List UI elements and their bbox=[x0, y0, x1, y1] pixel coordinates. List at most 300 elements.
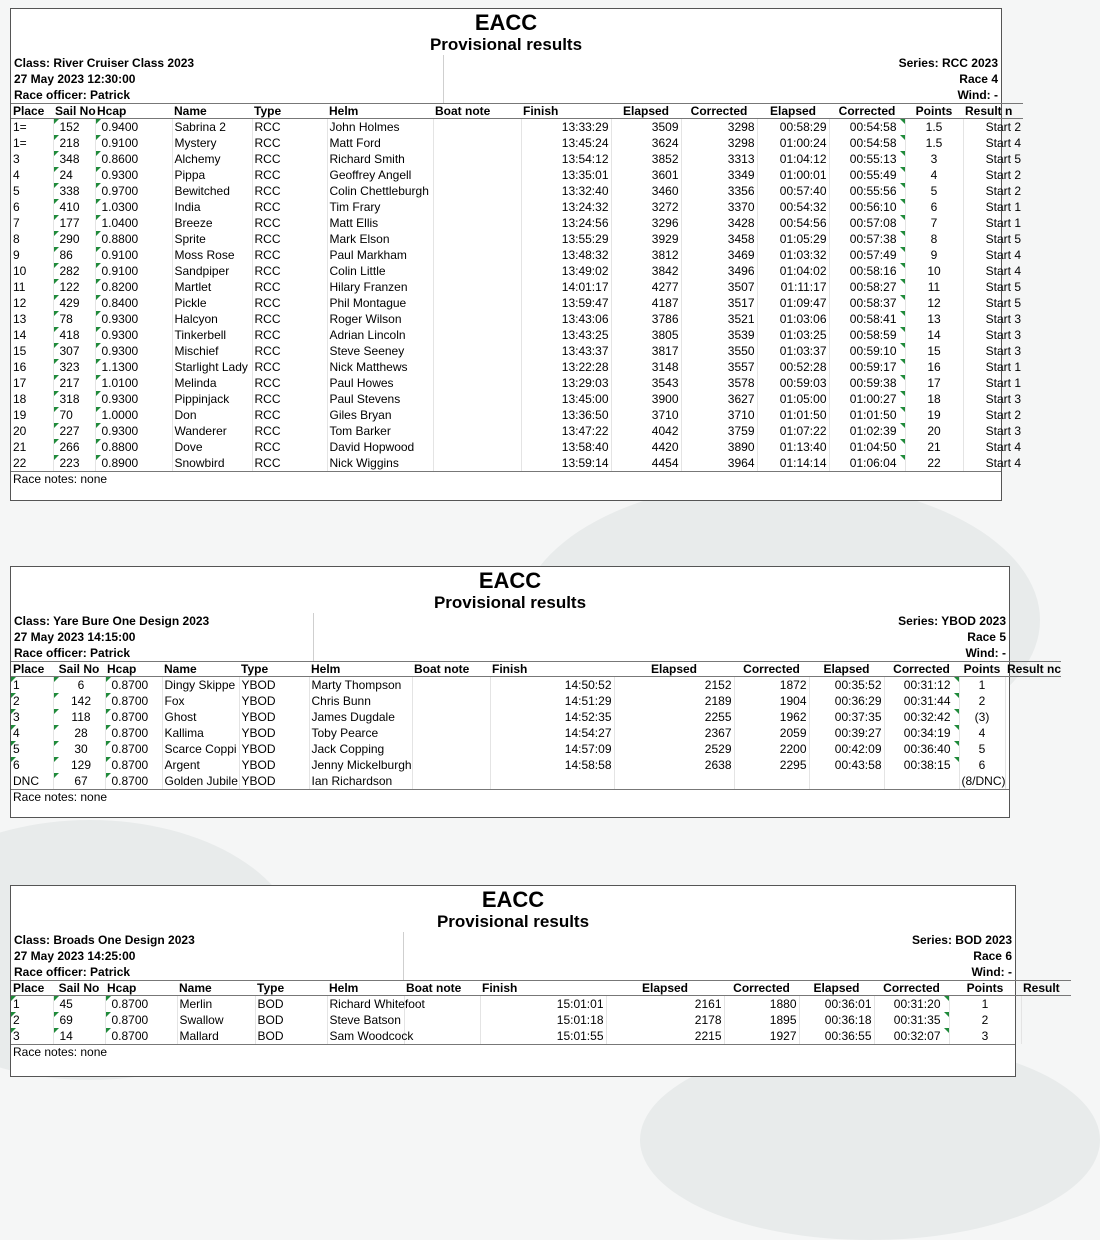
sheet-title: EACC bbox=[478, 568, 542, 593]
race-officer: Race officer: Patrick bbox=[14, 646, 131, 660]
cell-elapsed-seconds: 3929 bbox=[611, 231, 681, 247]
cell-name: Snowbird bbox=[172, 455, 252, 471]
cell-elapsed-time: 01:09:47 bbox=[757, 295, 829, 311]
cell-elapsed-seconds: 2178 bbox=[606, 1012, 724, 1028]
meta-row bbox=[11, 613, 1009, 629]
cell-helm: David Hopwood bbox=[327, 439, 433, 455]
cell-place: 4 bbox=[11, 725, 53, 741]
column-header-sail-no: Sail No bbox=[53, 981, 105, 996]
cell-place: 3 bbox=[11, 1028, 53, 1044]
cell-corrected-time: 00:58:37 bbox=[829, 295, 905, 311]
cell-hcap: 0.8700 bbox=[105, 996, 177, 1013]
cell-result-note bbox=[1005, 709, 1061, 725]
cell-boat-note bbox=[433, 247, 521, 263]
cell-points: 2 bbox=[959, 693, 1005, 709]
cell-hcap: 0.9300 bbox=[95, 343, 172, 359]
cell-name: Pickle bbox=[172, 295, 252, 311]
table-row bbox=[11, 151, 1023, 167]
cell-type: RCC bbox=[252, 343, 327, 359]
cell-result-note bbox=[1021, 1012, 1071, 1028]
cell-type: RCC bbox=[252, 135, 327, 151]
cell-points: 4 bbox=[959, 725, 1005, 741]
cell-finish: 15:01:01 bbox=[480, 996, 606, 1013]
table-row bbox=[11, 725, 1061, 741]
column-header-result-note: Result n bbox=[963, 104, 1023, 119]
cell-elapsed-time: 00:39:27 bbox=[809, 725, 884, 741]
column-header-elapsed-time: Elapsed bbox=[809, 662, 884, 677]
sheet-title: EACC bbox=[474, 10, 538, 35]
cell-helm: Paul Stevens bbox=[327, 391, 433, 407]
cell-elapsed-seconds: 2189 bbox=[614, 693, 734, 709]
cell-elapsed-time: 00:58:29 bbox=[757, 119, 829, 136]
column-header-helm: Helm bbox=[309, 662, 412, 677]
cell-place: 1 bbox=[11, 996, 53, 1013]
cell-result-note: Start 2 bbox=[963, 119, 1023, 136]
cell-helm: Giles Bryan bbox=[327, 407, 433, 423]
grid-line bbox=[313, 613, 314, 629]
cell-finish: 13:48:32 bbox=[521, 247, 611, 263]
cell-elapsed-time: 00:54:32 bbox=[757, 199, 829, 215]
cell-finish: 14:58:58 bbox=[490, 757, 614, 773]
cell-corrected-time: 00:57:49 bbox=[829, 247, 905, 263]
cell-type: RCC bbox=[252, 215, 327, 231]
race-notes: Race notes: none bbox=[11, 789, 1009, 805]
cell-corrected-time: 01:04:50 bbox=[829, 439, 905, 455]
cell-corrected-time: 00:55:13 bbox=[829, 151, 905, 167]
column-header-points: Points bbox=[949, 981, 1021, 996]
cell-sail-no: 217 bbox=[53, 375, 95, 391]
column-header-elapsed-seconds: Elapsed bbox=[606, 981, 724, 996]
cell-finish: 13:43:37 bbox=[521, 343, 611, 359]
cell-elapsed-time: 00:54:56 bbox=[757, 215, 829, 231]
cell-boat-note bbox=[433, 311, 521, 327]
column-header-finish: Finish bbox=[521, 104, 611, 119]
cell-result-note: Start 3 bbox=[963, 327, 1023, 343]
cell-corrected-seconds: 3313 bbox=[681, 151, 757, 167]
cell-boat-note bbox=[433, 135, 521, 151]
cell-corrected-seconds: 1872 bbox=[734, 677, 809, 694]
cell-elapsed-time bbox=[809, 773, 884, 789]
cell-elapsed-time: 01:14:14 bbox=[757, 455, 829, 471]
cell-elapsed-time: 01:00:01 bbox=[757, 167, 829, 183]
cell-place: 17 bbox=[13, 376, 27, 390]
cell-sail-no: 323 bbox=[53, 359, 95, 375]
cell-finish: 13:58:40 bbox=[521, 439, 611, 455]
cell-points: 1.5 bbox=[905, 119, 963, 136]
cell-name: Breeze bbox=[172, 215, 252, 231]
cell-finish: 13:35:01 bbox=[521, 167, 611, 183]
cell-corrected-seconds: 1895 bbox=[724, 1012, 799, 1028]
cell-result-note bbox=[1005, 757, 1061, 773]
results-sheet bbox=[10, 885, 1060, 1077]
cell-boat-note bbox=[433, 295, 521, 311]
cell-corrected-seconds: 3627 bbox=[681, 391, 757, 407]
cell-sail-no: 318 bbox=[53, 391, 95, 407]
cell-sail-no: 122 bbox=[53, 279, 95, 295]
column-header-type: Type bbox=[252, 104, 327, 119]
cell-points: (8/DNC) bbox=[959, 773, 1005, 789]
cell-result-note: Start 1 bbox=[963, 215, 1023, 231]
cell-elapsed-seconds: 4420 bbox=[611, 439, 681, 455]
cell-result-note: Start 1 bbox=[963, 199, 1023, 215]
cell-points: 16 bbox=[905, 359, 963, 375]
column-header-sail-no: Sail No bbox=[55, 104, 96, 118]
table-row bbox=[11, 1012, 1071, 1028]
cell-name: Sabrina 2 bbox=[172, 119, 252, 136]
cell-type: RCC bbox=[252, 151, 327, 167]
cell-helm: Richard Whitefoot bbox=[327, 996, 404, 1013]
cell-place: 3 bbox=[11, 709, 53, 725]
cell-place: 1= bbox=[13, 136, 27, 150]
cell-sail-no: 290 bbox=[53, 231, 95, 247]
cell-helm: Geoffrey Angell bbox=[327, 167, 433, 183]
cell-hcap: 0.8700 bbox=[105, 1012, 177, 1028]
cell-type: BOD bbox=[255, 1028, 327, 1044]
cell-type: RCC bbox=[252, 183, 327, 199]
cell-helm: Steve Seeney bbox=[327, 343, 433, 359]
cell-hcap: 0.8700 bbox=[105, 725, 162, 741]
cell-helm: Tim Frary bbox=[327, 199, 433, 215]
cell-name: Dingy Skippe bbox=[162, 677, 239, 694]
race-number: Race 6 bbox=[973, 949, 1012, 963]
cell-corrected-time: 00:31:12 bbox=[884, 677, 959, 694]
cell-elapsed-time: 01:04:02 bbox=[757, 263, 829, 279]
cell-elapsed-seconds: 4042 bbox=[611, 423, 681, 439]
cell-result-note: Start 5 bbox=[963, 231, 1023, 247]
table-row bbox=[11, 167, 1023, 183]
cell-type: YBOD bbox=[239, 741, 309, 757]
cell-corrected-seconds: 3964 bbox=[681, 455, 757, 471]
cell-elapsed-seconds: 3842 bbox=[611, 263, 681, 279]
meta-row bbox=[11, 87, 1001, 103]
cell-type: YBOD bbox=[239, 677, 309, 694]
cell-corrected-seconds: 3298 bbox=[681, 135, 757, 151]
cell-corrected-seconds: 3370 bbox=[681, 199, 757, 215]
cell-boat-note bbox=[433, 407, 521, 423]
cell-type: RCC bbox=[252, 279, 327, 295]
table-row bbox=[11, 199, 1023, 215]
column-header-name: Name bbox=[172, 104, 252, 119]
cell-elapsed-time: 01:04:12 bbox=[757, 151, 829, 167]
cell-name: Tinkerbell bbox=[172, 327, 252, 343]
cell-hcap: 0.8700 bbox=[105, 677, 162, 694]
cell-boat-note bbox=[433, 327, 521, 343]
class-label: Class: Broads One Design 2023 bbox=[14, 933, 195, 947]
cell-corrected-time: 01:01:50 bbox=[829, 407, 905, 423]
race-notes: Race notes: none bbox=[11, 471, 1001, 487]
cell-helm: Chris Bunn bbox=[309, 693, 412, 709]
column-header-elapsed-time: Elapsed bbox=[757, 104, 829, 119]
table-row bbox=[11, 359, 1023, 375]
table-row bbox=[11, 1028, 1071, 1044]
race-notes: Race notes: none bbox=[11, 1044, 1015, 1060]
results-header bbox=[11, 981, 1071, 996]
cell-type: RCC bbox=[252, 119, 327, 136]
cell-elapsed-time: 00:36:55 bbox=[799, 1028, 874, 1044]
table-row bbox=[11, 407, 1023, 423]
cell-type: BOD bbox=[255, 1012, 327, 1028]
cell-corrected-time: 00:59:17 bbox=[829, 359, 905, 375]
cell-sail-no: 86 bbox=[53, 247, 95, 263]
cell-type: RCC bbox=[252, 455, 327, 471]
cell-boat-note bbox=[433, 359, 521, 375]
cell-boat-note bbox=[433, 119, 521, 136]
class-label: Class: River Cruiser Class 2023 bbox=[14, 56, 195, 70]
cell-corrected-time: 00:58:59 bbox=[829, 327, 905, 343]
meta-row bbox=[11, 932, 1015, 948]
cell-finish: 14:01:17 bbox=[521, 279, 611, 295]
cell-corrected-time: 00:55:56 bbox=[829, 183, 905, 199]
results-body bbox=[11, 119, 1023, 472]
cell-corrected-time: 01:06:04 bbox=[829, 455, 905, 471]
cell-finish: 13:59:47 bbox=[521, 295, 611, 311]
cell-elapsed-seconds: 4277 bbox=[611, 279, 681, 295]
table-row bbox=[11, 391, 1023, 407]
class-label: Class: Yare Bure One Design 2023 bbox=[14, 614, 210, 628]
cell-corrected-seconds: 2059 bbox=[734, 725, 809, 741]
cell-boat-note bbox=[412, 773, 490, 789]
cell-hcap: 0.8200 bbox=[95, 279, 172, 295]
cell-result-note: Start 3 bbox=[963, 423, 1023, 439]
cell-finish: 13:45:24 bbox=[521, 135, 611, 151]
cell-helm: Jack Copping bbox=[309, 741, 412, 757]
cell-name: Ghost bbox=[162, 709, 239, 725]
cell-result-note: Start 4 bbox=[963, 135, 1023, 151]
cell-points: 18 bbox=[905, 391, 963, 407]
meta-row bbox=[11, 645, 1009, 661]
series-label: Series: BOD 2023 bbox=[911, 933, 1012, 947]
cell-points: 11 bbox=[905, 279, 963, 295]
cell-type: YBOD bbox=[239, 725, 309, 741]
header-row bbox=[11, 104, 1023, 119]
cell-points: 5 bbox=[905, 183, 963, 199]
cell-type: RCC bbox=[252, 327, 327, 343]
cell-corrected-time: 00:54:58 bbox=[829, 119, 905, 136]
cell-elapsed-seconds: 3852 bbox=[611, 151, 681, 167]
cell-helm: James Dugdale bbox=[309, 709, 412, 725]
column-header-corrected-time: Corrected bbox=[884, 662, 959, 677]
cell-elapsed-time: 00:42:09 bbox=[809, 741, 884, 757]
cell-sail-no: 223 bbox=[53, 455, 95, 471]
cell-name: Starlight Lady bbox=[172, 359, 252, 375]
grid-line bbox=[443, 87, 444, 103]
cell-finish: 14:57:09 bbox=[490, 741, 614, 757]
cell-elapsed-time: 01:03:37 bbox=[757, 343, 829, 359]
cell-points: 13 bbox=[905, 311, 963, 327]
cell-finish: 13:22:28 bbox=[521, 359, 611, 375]
cell-place: 20 bbox=[13, 424, 27, 438]
cell-result-note: Start 3 bbox=[963, 311, 1023, 327]
results-header bbox=[11, 662, 1061, 677]
cell-place: 21 bbox=[13, 440, 27, 454]
cell-name: Melinda bbox=[172, 375, 252, 391]
cell-type: RCC bbox=[252, 199, 327, 215]
cell-finish: 13:43:25 bbox=[521, 327, 611, 343]
cell-sail-no: 14 bbox=[53, 1028, 105, 1044]
cell-result-note: Start 2 bbox=[963, 183, 1023, 199]
cell-points: 7 bbox=[905, 215, 963, 231]
cell-helm: Steve Batson bbox=[327, 1012, 404, 1028]
cell-place: 1 bbox=[11, 677, 53, 694]
cell-name: Pippa bbox=[172, 167, 252, 183]
cell-helm: Paul Howes bbox=[327, 375, 433, 391]
meta-row bbox=[11, 629, 1009, 645]
column-header-points: Points bbox=[959, 662, 1005, 677]
cell-sail-no: 69 bbox=[53, 1012, 105, 1028]
cell-corrected-time: 00:31:20 bbox=[874, 996, 949, 1013]
column-header-corrected-seconds: Corrected bbox=[724, 981, 799, 996]
cell-hcap: 0.8700 bbox=[105, 709, 162, 725]
header-row bbox=[11, 662, 1061, 677]
cell-finish: 13:47:22 bbox=[521, 423, 611, 439]
cell-hcap: 0.8800 bbox=[95, 439, 172, 455]
cell-name: Bewitched bbox=[172, 183, 252, 199]
table-row bbox=[11, 773, 1061, 789]
cell-helm: Roger Wilson bbox=[327, 311, 433, 327]
cell-corrected-seconds: 3496 bbox=[681, 263, 757, 279]
table-row bbox=[11, 311, 1023, 327]
cell-corrected-time: 00:57:38 bbox=[829, 231, 905, 247]
cell-sail-no: 129 bbox=[53, 757, 105, 773]
cell-finish: 14:50:52 bbox=[490, 677, 614, 694]
cell-place: 16 bbox=[13, 360, 27, 374]
cell-boat-note bbox=[433, 151, 521, 167]
cell-points: 6 bbox=[959, 757, 1005, 773]
cell-corrected-time: 00:56:10 bbox=[829, 199, 905, 215]
cell-helm: Colin Chettleburgh bbox=[327, 183, 433, 199]
race-officer: Race officer: Patrick bbox=[14, 88, 131, 102]
cell-elapsed-time: 00:59:03 bbox=[757, 375, 829, 391]
column-header-place: Place bbox=[11, 662, 53, 677]
cell-sail-no: 152 bbox=[53, 119, 95, 136]
table-row bbox=[11, 263, 1023, 279]
cell-points: 19 bbox=[905, 407, 963, 423]
cell-corrected-seconds: 3710 bbox=[681, 407, 757, 423]
cell-boat-note bbox=[433, 375, 521, 391]
cell-corrected-seconds: 3517 bbox=[681, 295, 757, 311]
table-row bbox=[11, 231, 1023, 247]
cell-type: YBOD bbox=[239, 693, 309, 709]
cell-place: 5 bbox=[13, 184, 20, 198]
column-header-result-note: Result nc bbox=[1007, 662, 1062, 676]
cell-elapsed-seconds: 3805 bbox=[611, 327, 681, 343]
cell-corrected-time: 00:59:10 bbox=[829, 343, 905, 359]
column-header-corrected-time: Corrected bbox=[829, 104, 905, 119]
cell-points: 1 bbox=[959, 677, 1005, 694]
cell-hcap: 0.9300 bbox=[95, 311, 172, 327]
cell-corrected-seconds: 3458 bbox=[681, 231, 757, 247]
column-header-finish: Finish bbox=[480, 981, 606, 996]
table-row bbox=[11, 455, 1023, 471]
cell-hcap: 0.9100 bbox=[95, 263, 172, 279]
cell-elapsed-seconds bbox=[614, 773, 734, 789]
table-row bbox=[11, 119, 1023, 136]
cell-helm: Phil Montague bbox=[327, 295, 433, 311]
cell-finish: 13:32:40 bbox=[521, 183, 611, 199]
cell-name: Sandpiper bbox=[172, 263, 252, 279]
cell-name: Alchemy bbox=[172, 151, 252, 167]
cell-name: Merlin bbox=[177, 996, 255, 1013]
column-header-elapsed-seconds: Elapsed bbox=[614, 662, 734, 677]
cell-sail-no: 142 bbox=[53, 693, 105, 709]
cell-corrected-seconds bbox=[734, 773, 809, 789]
cell-result-note: Start 4 bbox=[963, 247, 1023, 263]
cell-points: 5 bbox=[959, 741, 1005, 757]
cell-points: 12 bbox=[905, 295, 963, 311]
cell-elapsed-seconds: 3543 bbox=[611, 375, 681, 391]
cell-name: Wanderer bbox=[172, 423, 252, 439]
cell-elapsed-time: 00:43:58 bbox=[809, 757, 884, 773]
cell-result-note: Start 5 bbox=[963, 151, 1023, 167]
wind-label: Wind: - bbox=[965, 646, 1006, 660]
column-header-points: Points bbox=[905, 104, 963, 119]
cell-result-note bbox=[1005, 693, 1061, 709]
cell-corrected-time bbox=[884, 773, 959, 789]
results-body bbox=[11, 677, 1061, 790]
race-date: 27 May 2023 12:30:00 bbox=[14, 72, 136, 86]
cell-points: 15 bbox=[905, 343, 963, 359]
cell-points: 14 bbox=[905, 327, 963, 343]
cell-boat-note bbox=[433, 231, 521, 247]
race-number: Race 5 bbox=[967, 630, 1006, 644]
cell-finish: 14:52:35 bbox=[490, 709, 614, 725]
cell-points: 1 bbox=[949, 996, 1021, 1013]
cell-elapsed-time: 00:36:01 bbox=[799, 996, 874, 1013]
cell-points: 4 bbox=[905, 167, 963, 183]
cell-elapsed-time: 01:03:25 bbox=[757, 327, 829, 343]
cell-boat-note bbox=[433, 199, 521, 215]
cell-result-note: Start 2 bbox=[963, 167, 1023, 183]
cell-boat-note bbox=[412, 757, 490, 773]
cell-elapsed-seconds: 4187 bbox=[611, 295, 681, 311]
cell-place: 1= bbox=[13, 120, 27, 134]
race-date: 27 May 2023 14:15:00 bbox=[14, 630, 136, 644]
cell-points: 20 bbox=[905, 423, 963, 439]
column-header-helm: Helm bbox=[327, 981, 404, 996]
cell-corrected-time: 00:38:15 bbox=[884, 757, 959, 773]
cell-result-note: Start 5 bbox=[963, 295, 1023, 311]
cell-type: RCC bbox=[252, 295, 327, 311]
cell-name: Kallima bbox=[162, 725, 239, 741]
cell-corrected-time: 00:58:16 bbox=[829, 263, 905, 279]
cell-hcap: 0.8700 bbox=[105, 741, 162, 757]
cell-sail-no: 67 bbox=[53, 773, 105, 789]
cell-corrected-seconds: 3521 bbox=[681, 311, 757, 327]
cell-finish: 14:51:29 bbox=[490, 693, 614, 709]
cell-place: 6 bbox=[11, 757, 53, 773]
cell-sail-no: 429 bbox=[53, 295, 95, 311]
column-header-name: Name bbox=[162, 662, 239, 677]
cell-elapsed-seconds: 3624 bbox=[611, 135, 681, 151]
cell-boat-note bbox=[433, 183, 521, 199]
cell-elapsed-time: 01:11:17 bbox=[757, 279, 829, 295]
cell-type: YBOD bbox=[239, 757, 309, 773]
cell-result-note: Start 3 bbox=[963, 343, 1023, 359]
cell-boat-note bbox=[433, 263, 521, 279]
cell-elapsed-time: 00:35:52 bbox=[809, 677, 884, 694]
cell-result-note: Start 2 bbox=[963, 407, 1023, 423]
cell-hcap: 0.8700 bbox=[105, 1028, 177, 1044]
cell-finish: 13:36:50 bbox=[521, 407, 611, 423]
cell-corrected-time: 01:00:27 bbox=[829, 391, 905, 407]
cell-elapsed-seconds: 3786 bbox=[611, 311, 681, 327]
cell-elapsed-seconds: 3509 bbox=[611, 119, 681, 136]
cell-finish: 15:01:55 bbox=[480, 1028, 606, 1044]
cell-elapsed-seconds: 2255 bbox=[614, 709, 734, 725]
cell-points: 1.5 bbox=[905, 135, 963, 151]
cell-corrected-seconds: 3507 bbox=[681, 279, 757, 295]
cell-name: Halcyon bbox=[172, 311, 252, 327]
